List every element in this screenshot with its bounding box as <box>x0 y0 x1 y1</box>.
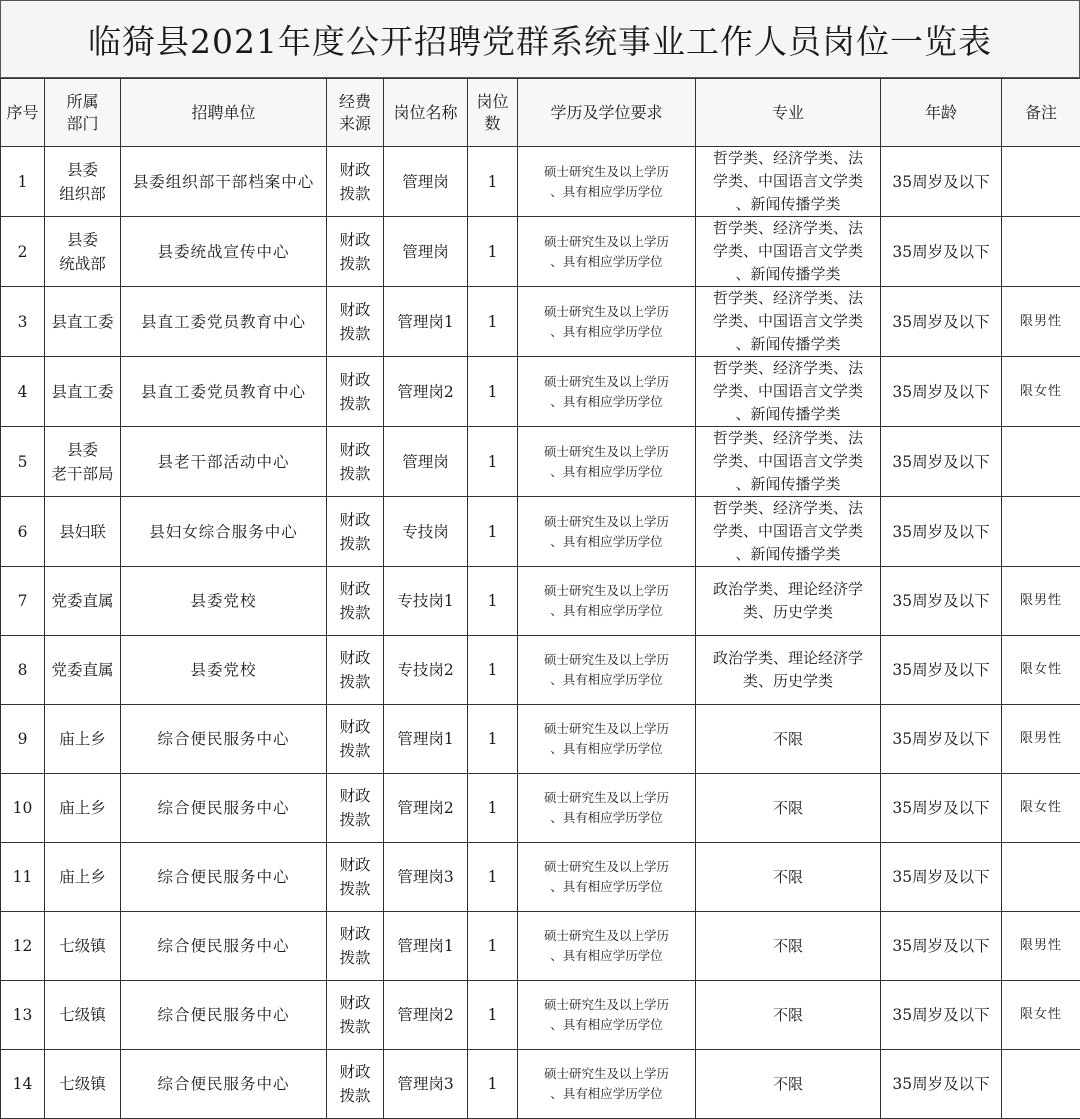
cell-dept: 县委 统战部 <box>45 217 121 287</box>
cell-dept: 庙上乡 <box>45 843 121 912</box>
header-edu: 学历及学位要求 <box>518 79 696 147</box>
table-row <box>1 981 1080 1050</box>
cell-age: 35周岁及以下 <box>881 843 1002 912</box>
cell-unit: 县直工委党员教育中心 <box>121 357 327 427</box>
cell-post: 管理岗1 <box>384 287 468 357</box>
cell-unit: 综合便民服务中心 <box>121 1050 327 1119</box>
cell-post: 专技岗2 <box>384 636 468 705</box>
cell-remark: 限男性 <box>1002 567 1080 636</box>
cell-seq: 12 <box>1 912 45 981</box>
cell-major: 不限 <box>696 774 881 843</box>
cell-major: 政治学类、理论经济学 类、历史学类 <box>696 567 881 636</box>
cell-remark <box>1002 147 1080 217</box>
cell-post: 管理岗1 <box>384 912 468 981</box>
cell-fund: 财政 拨款 <box>327 147 384 217</box>
cell-count: 1 <box>468 843 518 912</box>
cell-seq: 6 <box>1 497 45 567</box>
cell-major: 不限 <box>696 912 881 981</box>
cell-fund: 财政 拨款 <box>327 217 384 287</box>
cell-post: 专技岗1 <box>384 567 468 636</box>
cell-edu: 硕士研究生及以上学历 、具有相应学历学位 <box>518 774 696 843</box>
cell-age: 35周岁及以下 <box>881 217 1002 287</box>
cell-fund: 财政 拨款 <box>327 774 384 843</box>
cell-seq: 1 <box>1 147 45 217</box>
cell-fund: 财政 拨款 <box>327 705 384 774</box>
cell-post: 管理岗 <box>384 217 468 287</box>
cell-seq: 3 <box>1 287 45 357</box>
cell-unit: 县委党校 <box>121 567 327 636</box>
cell-remark: 限女性 <box>1002 981 1080 1050</box>
cell-unit: 综合便民服务中心 <box>121 774 327 843</box>
cell-edu: 硕士研究生及以上学历 、具有相应学历学位 <box>518 287 696 357</box>
cell-dept: 党委直属 <box>45 567 121 636</box>
cell-major: 哲学类、经济学类、法 学类、中国语言文学类 、新闻传播学类 <box>696 357 881 427</box>
cell-edu: 硕士研究生及以上学历 、具有相应学历学位 <box>518 427 696 497</box>
positions-table <box>0 78 1080 1119</box>
cell-post: 管理岗2 <box>384 357 468 427</box>
header-major: 专业 <box>696 79 881 147</box>
cell-dept: 庙上乡 <box>45 774 121 843</box>
cell-fund: 财政 拨款 <box>327 1050 384 1119</box>
cell-seq: 8 <box>1 636 45 705</box>
header-fund: 经费 来源 <box>327 79 384 147</box>
cell-age: 35周岁及以下 <box>881 287 1002 357</box>
cell-seq: 9 <box>1 705 45 774</box>
cell-edu: 硕士研究生及以上学历 、具有相应学历学位 <box>518 705 696 774</box>
cell-major: 哲学类、经济学类、法 学类、中国语言文学类 、新闻传播学类 <box>696 497 881 567</box>
cell-dept: 县委 老干部局 <box>45 427 121 497</box>
cell-seq: 10 <box>1 774 45 843</box>
cell-major: 不限 <box>696 843 881 912</box>
page-title: 临猗县2021年度公开招聘党群系统事业工作人员岗位一览表 <box>88 16 992 63</box>
cell-count: 1 <box>468 912 518 981</box>
cell-count: 1 <box>468 497 518 567</box>
cell-unit: 综合便民服务中心 <box>121 705 327 774</box>
cell-age: 35周岁及以下 <box>881 147 1002 217</box>
table-row <box>1 147 1080 217</box>
cell-remark <box>1002 217 1080 287</box>
cell-major: 哲学类、经济学类、法 学类、中国语言文学类 、新闻传播学类 <box>696 287 881 357</box>
header-seq: 序号 <box>1 79 45 147</box>
cell-count: 1 <box>468 427 518 497</box>
cell-edu: 硕士研究生及以上学历 、具有相应学历学位 <box>518 1050 696 1119</box>
header-row <box>1 79 1080 147</box>
cell-fund: 财政 拨款 <box>327 357 384 427</box>
header-remark: 备注 <box>1002 79 1080 147</box>
cell-count: 1 <box>468 567 518 636</box>
cell-seq: 13 <box>1 981 45 1050</box>
table-row <box>1 705 1080 774</box>
header-dept: 所属 部门 <box>45 79 121 147</box>
cell-age: 35周岁及以下 <box>881 774 1002 843</box>
cell-post: 管理岗2 <box>384 981 468 1050</box>
cell-remark: 限女性 <box>1002 636 1080 705</box>
cell-fund: 财政 拨款 <box>327 912 384 981</box>
cell-age: 35周岁及以下 <box>881 357 1002 427</box>
table-row <box>1 912 1080 981</box>
cell-count: 1 <box>468 287 518 357</box>
cell-count: 1 <box>468 1050 518 1119</box>
cell-dept: 庙上乡 <box>45 705 121 774</box>
cell-seq: 14 <box>1 1050 45 1119</box>
cell-major: 哲学类、经济学类、法 学类、中国语言文学类 、新闻传播学类 <box>696 147 881 217</box>
cell-remark: 限男性 <box>1002 912 1080 981</box>
table-row <box>1 843 1080 912</box>
table-row <box>1 427 1080 497</box>
cell-count: 1 <box>468 357 518 427</box>
cell-count: 1 <box>468 774 518 843</box>
cell-edu: 硕士研究生及以上学历 、具有相应学历学位 <box>518 497 696 567</box>
cell-remark <box>1002 497 1080 567</box>
table-row <box>1 217 1080 287</box>
cell-remark: 限男性 <box>1002 705 1080 774</box>
cell-fund: 财政 拨款 <box>327 981 384 1050</box>
cell-unit: 县委党校 <box>121 636 327 705</box>
header-age: 年龄 <box>881 79 1002 147</box>
cell-count: 1 <box>468 636 518 705</box>
table-row <box>1 1050 1080 1119</box>
cell-remark: 限女性 <box>1002 774 1080 843</box>
cell-dept: 七级镇 <box>45 912 121 981</box>
cell-age: 35周岁及以下 <box>881 705 1002 774</box>
cell-post: 管理岗2 <box>384 774 468 843</box>
cell-remark: 限男性 <box>1002 287 1080 357</box>
cell-major: 不限 <box>696 1050 881 1119</box>
cell-age: 35周岁及以下 <box>881 912 1002 981</box>
cell-edu: 硕士研究生及以上学历 、具有相应学历学位 <box>518 357 696 427</box>
cell-unit: 综合便民服务中心 <box>121 912 327 981</box>
cell-age: 35周岁及以下 <box>881 497 1002 567</box>
cell-count: 1 <box>468 147 518 217</box>
cell-post: 专技岗 <box>384 497 468 567</box>
cell-unit: 县委组织部干部档案中心 <box>121 147 327 217</box>
title-box <box>0 0 1080 78</box>
table-row <box>1 497 1080 567</box>
header-count: 岗位 数 <box>468 79 518 147</box>
cell-unit: 县委统战宣传中心 <box>121 217 327 287</box>
cell-seq: 7 <box>1 567 45 636</box>
cell-count: 1 <box>468 981 518 1050</box>
cell-edu: 硕士研究生及以上学历 、具有相应学历学位 <box>518 912 696 981</box>
header-unit: 招聘单位 <box>121 79 327 147</box>
cell-count: 1 <box>468 217 518 287</box>
cell-major: 不限 <box>696 705 881 774</box>
header-post: 岗位名称 <box>384 79 468 147</box>
cell-fund: 财政 拨款 <box>327 636 384 705</box>
cell-fund: 财政 拨款 <box>327 567 384 636</box>
cell-dept: 七级镇 <box>45 1050 121 1119</box>
cell-unit: 综合便民服务中心 <box>121 843 327 912</box>
cell-major: 政治学类、理论经济学 类、历史学类 <box>696 636 881 705</box>
cell-remark <box>1002 1050 1080 1119</box>
cell-dept: 县委 组织部 <box>45 147 121 217</box>
cell-edu: 硕士研究生及以上学历 、具有相应学历学位 <box>518 981 696 1050</box>
cell-major: 哲学类、经济学类、法 学类、中国语言文学类 、新闻传播学类 <box>696 427 881 497</box>
cell-age: 35周岁及以下 <box>881 567 1002 636</box>
cell-count: 1 <box>468 705 518 774</box>
cell-seq: 4 <box>1 357 45 427</box>
cell-seq: 5 <box>1 427 45 497</box>
cell-dept: 县妇联 <box>45 497 121 567</box>
cell-remark <box>1002 427 1080 497</box>
table-row <box>1 287 1080 357</box>
cell-major: 不限 <box>696 981 881 1050</box>
cell-unit: 县妇女综合服务中心 <box>121 497 327 567</box>
cell-fund: 财政 拨款 <box>327 287 384 357</box>
cell-post: 管理岗1 <box>384 705 468 774</box>
cell-post: 管理岗 <box>384 427 468 497</box>
cell-edu: 硕士研究生及以上学历 、具有相应学历学位 <box>518 217 696 287</box>
table-row <box>1 636 1080 705</box>
cell-seq: 2 <box>1 217 45 287</box>
table-body <box>1 147 1080 1119</box>
cell-remark: 限女性 <box>1002 357 1080 427</box>
cell-age: 35周岁及以下 <box>881 636 1002 705</box>
cell-unit: 县直工委党员教育中心 <box>121 287 327 357</box>
cell-age: 35周岁及以下 <box>881 427 1002 497</box>
table-row <box>1 774 1080 843</box>
cell-edu: 硕士研究生及以上学历 、具有相应学历学位 <box>518 843 696 912</box>
table-row <box>1 357 1080 427</box>
cell-age: 35周岁及以下 <box>881 981 1002 1050</box>
cell-post: 管理岗3 <box>384 1050 468 1119</box>
cell-remark <box>1002 843 1080 912</box>
cell-dept: 县直工委 <box>45 357 121 427</box>
cell-dept: 县直工委 <box>45 287 121 357</box>
cell-fund: 财政 拨款 <box>327 497 384 567</box>
cell-edu: 硕士研究生及以上学历 、具有相应学历学位 <box>518 636 696 705</box>
cell-post: 管理岗 <box>384 147 468 217</box>
cell-fund: 财政 拨款 <box>327 843 384 912</box>
cell-age: 35周岁及以下 <box>881 1050 1002 1119</box>
cell-unit: 县老干部活动中心 <box>121 427 327 497</box>
cell-edu: 硕士研究生及以上学历 、具有相应学历学位 <box>518 147 696 217</box>
cell-fund: 财政 拨款 <box>327 427 384 497</box>
cell-unit: 综合便民服务中心 <box>121 981 327 1050</box>
table-row <box>1 567 1080 636</box>
cell-seq: 11 <box>1 843 45 912</box>
cell-major: 哲学类、经济学类、法 学类、中国语言文学类 、新闻传播学类 <box>696 217 881 287</box>
cell-dept: 党委直属 <box>45 636 121 705</box>
cell-edu: 硕士研究生及以上学历 、具有相应学历学位 <box>518 567 696 636</box>
cell-dept: 七级镇 <box>45 981 121 1050</box>
cell-post: 管理岗3 <box>384 843 468 912</box>
